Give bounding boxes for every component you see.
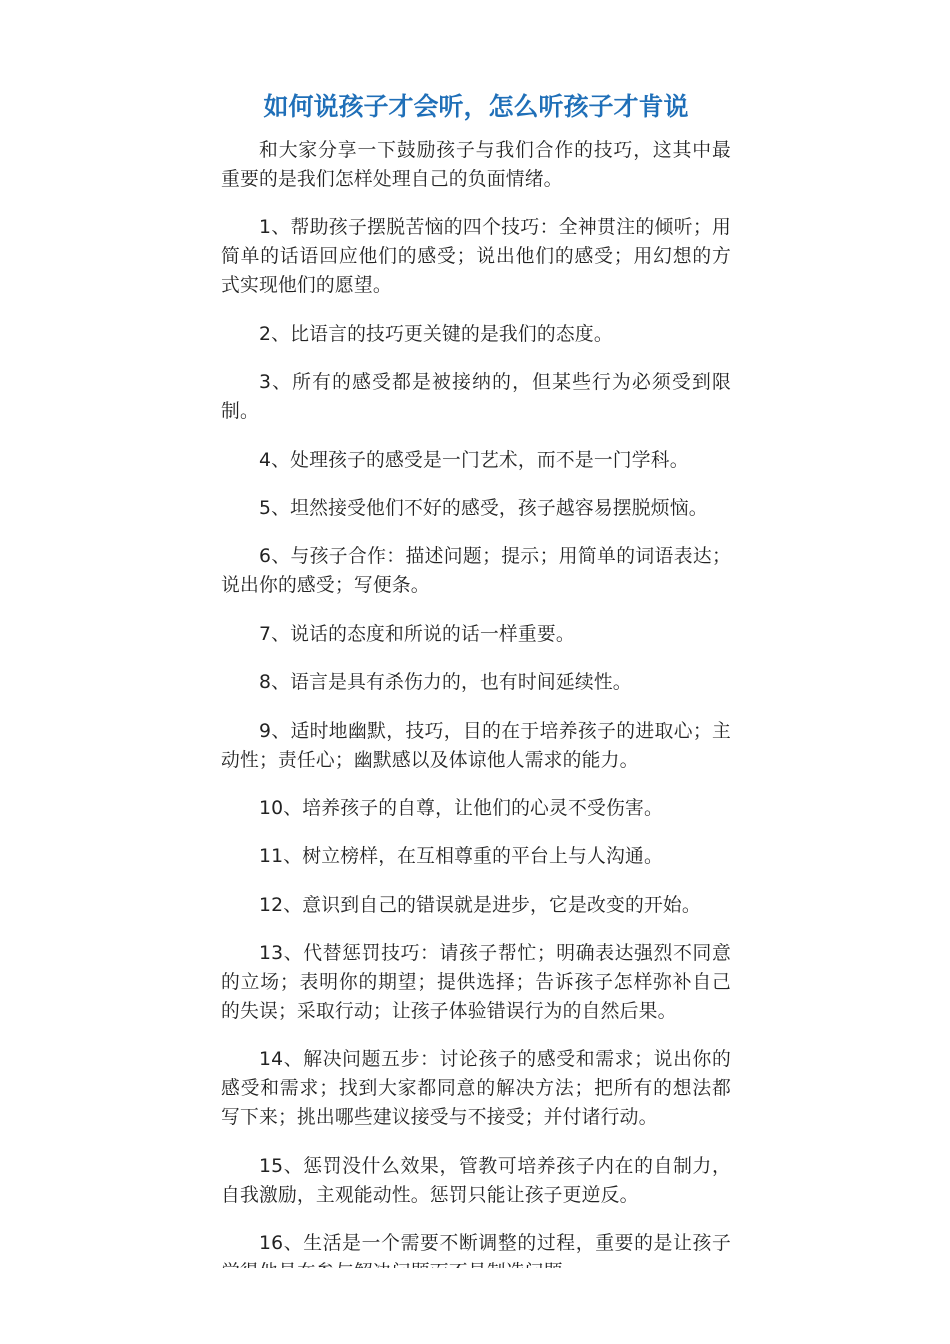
paragraph-9: 9、适时地幽默，技巧，目的在于培养孩子的进取心；主动性；责任心；幽默感以及体谅他人需求的能力。 bbox=[221, 720, 731, 771]
paragraph-4: 4、处理孩子的感受是一门艺术，而不是一门学科。 bbox=[259, 449, 689, 471]
document-title: 如何说孩子才会听，怎么听孩子才肯说 bbox=[263, 92, 689, 121]
paragraph-2: 2、比语言的技巧更关键的是我们的态度。 bbox=[259, 323, 613, 345]
paragraph-12: 12、意识到自己的错误就是进步，它是改变的开始。 bbox=[259, 894, 701, 916]
paragraph-7: 7、说话的态度和所说的话一样重要。 bbox=[259, 623, 575, 645]
paragraph-15: 15、惩罚没什么效果，管教可培养孩子内在的自制力，自我激励，主观能动性。惩罚只能让孩子更逆反。 bbox=[221, 1155, 731, 1206]
paragraph-16: 16、生活是一个需要不断调整的过程，重要的是让孩子 bbox=[259, 1233, 731, 1255]
page-bottom-margin bbox=[0, 1268, 950, 1344]
paragraph-5: 5、坦然接受他们不好的感受，孩子越容易摆脱烦恼。 bbox=[259, 497, 708, 519]
paragraph-11: 11、树立榜样，在互相尊重的平台上与人沟通。 bbox=[259, 846, 663, 868]
paragraph-intro: 和大家分享一下鼓励孩子与我们合作的技巧，这其中最重要的是我们怎样处理自己的负面情绪。 bbox=[221, 140, 731, 190]
paragraph-10: 10、培养孩子的自尊，让他们的心灵不受伤害。 bbox=[259, 797, 663, 819]
paragraph-14: 14、解决问题五步：讨论孩子的感受和需求；说出你的感受和需求；找到大家都同意的解决方法；把所有的想法都写下来；挑出哪些建议接受与不接受；并付诸行动。 bbox=[221, 1049, 731, 1129]
paragraph-3: 3、所有的感受都是被接纳的，但某些行为必须受到限制。 bbox=[221, 372, 731, 423]
paragraph-1: 1、帮助孩子摆脱苦恼的四个技巧：全神贯注的倾听；用简单的话语回应他们的感受；说出他们的感受；用幻想的方式实现他们的愿望。 bbox=[221, 217, 731, 297]
paragraph-8: 8、语言是具有杀伤力的，也有时间延续性。 bbox=[259, 672, 632, 694]
paragraph-13: 13、代替惩罚技巧：请孩子帮忙；明确表达强烈不同意的立场；表明你的期望；提供选择；告诉孩子怎样弥补自己的失误；采取行动；让孩子体验错误行为的自然后果。 bbox=[221, 943, 731, 1023]
paragraph-6: 6、与孩子合作：描述问题；提示；用简单的词语表达；说出你的感受；写便条。 bbox=[221, 546, 731, 597]
document-page bbox=[221, 88, 731, 1268]
